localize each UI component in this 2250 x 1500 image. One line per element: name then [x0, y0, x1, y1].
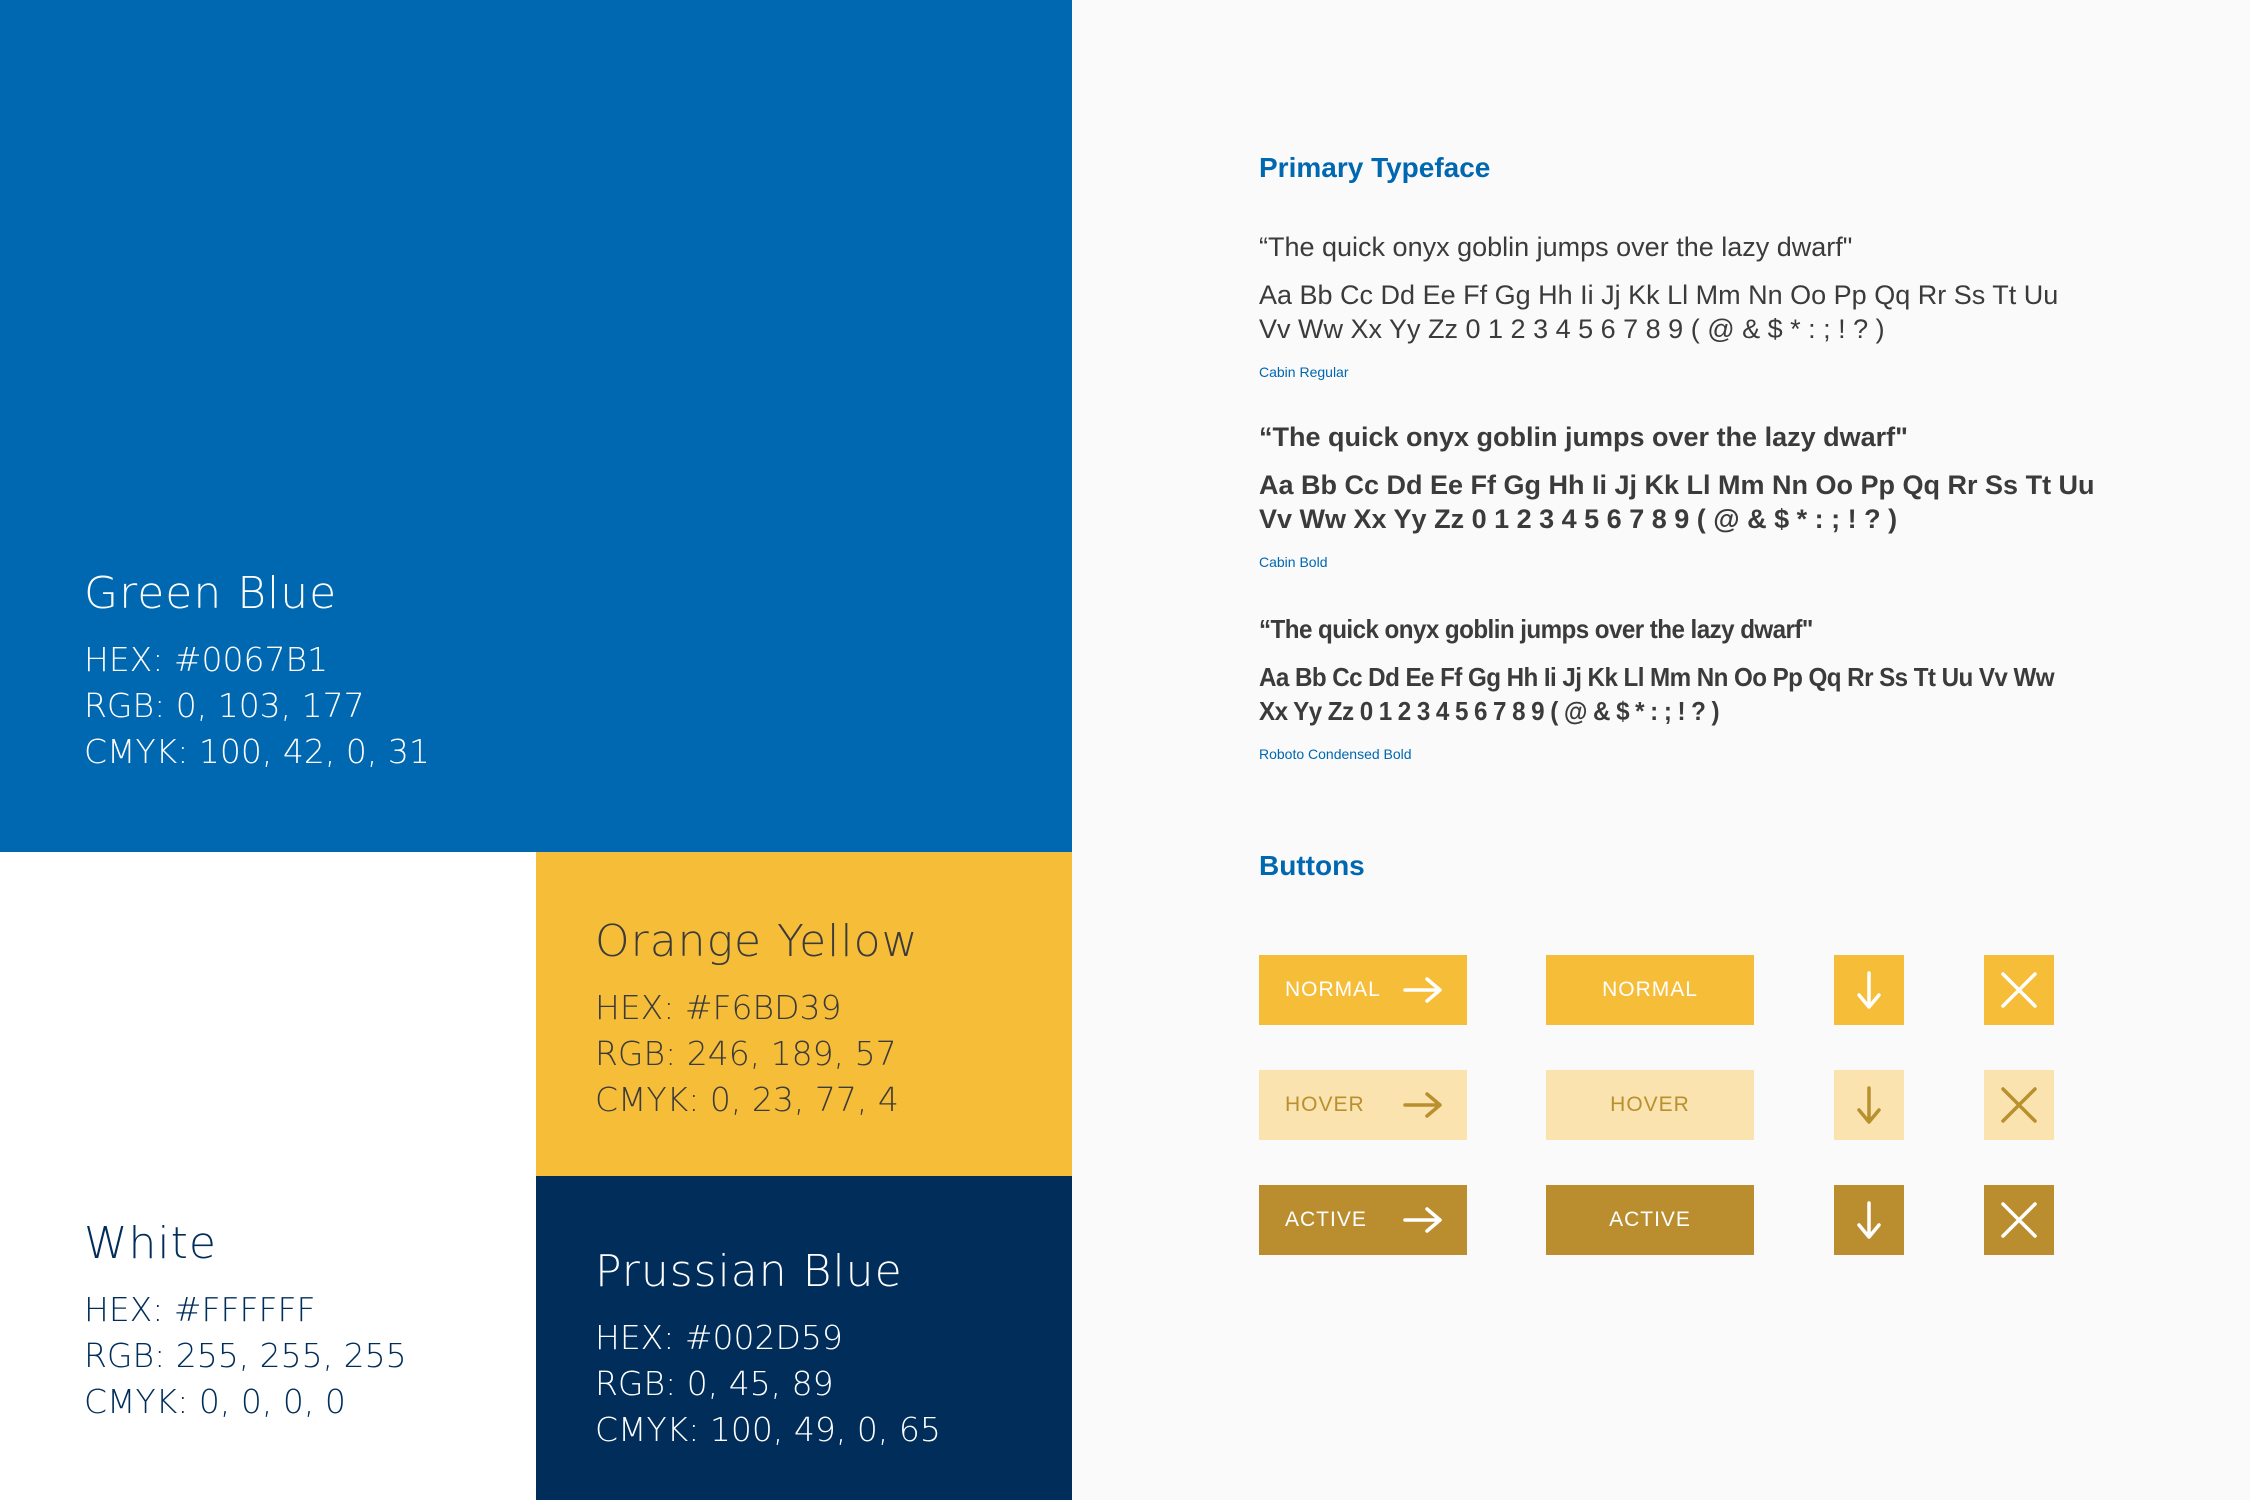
swatch-cmyk: CMYK: 0, 0, 0, 0 — [84, 1382, 346, 1421]
active-arrow-button[interactable] — [1259, 1185, 1467, 1255]
close-icon — [2000, 1086, 2038, 1124]
arrow-right-icon — [1403, 1092, 1443, 1118]
active-close-button[interactable] — [1984, 1185, 2054, 1255]
close-icon — [2000, 1201, 2038, 1239]
arrow-down-icon — [1856, 970, 1882, 1010]
arrow-down-icon — [1856, 1200, 1882, 1240]
button-label: NORMAL — [1285, 978, 1381, 1001]
swatch-rgb: RGB: 255, 255, 255 — [84, 1336, 407, 1375]
button-label: ACTIVE — [1609, 1208, 1691, 1231]
swatch-cmyk: CMYK: 100, 42, 0, 31 — [84, 732, 430, 771]
active-button[interactable] — [1546, 1185, 1754, 1255]
swatch-prussian-blue — [536, 1176, 1072, 1500]
hover-button[interactable] — [1546, 1070, 1754, 1140]
specimen-quote: “The quick onyx goblin jumps over the lazy dwarf" — [1259, 422, 1908, 452]
hover-arrow-button[interactable] — [1259, 1070, 1467, 1140]
hover-close-button[interactable] — [1984, 1070, 2054, 1140]
button-label: HOVER — [1610, 1093, 1690, 1116]
typeface-heading: Primary Typeface — [1259, 152, 1491, 183]
normal-close-button[interactable] — [1984, 955, 2054, 1025]
active-down-button[interactable] — [1834, 1185, 1904, 1255]
swatch-name: Green Blue — [84, 568, 338, 619]
close-icon — [2000, 971, 2038, 1009]
swatch-rgb: RGB: 0, 45, 89 — [595, 1364, 834, 1403]
button-label: ACTIVE — [1285, 1208, 1367, 1231]
specimen-caption: Roboto Condensed Bold — [1259, 746, 1412, 762]
swatch-hex: HEX: #F6BD39 — [595, 988, 842, 1027]
swatch-hex: HEX: #002D59 — [595, 1318, 843, 1357]
specimen-caption: Cabin Regular — [1259, 364, 1349, 380]
specimen-alphabet-line-1: Aa Bb Cc Dd Ee Ff Gg Hh Ii Jj Kk Ll Mm Nn Oo Pp Qq Rr Ss Tt Uu Vv Ww — [1259, 662, 2054, 692]
specimen-alphabet-line-2: Vv Ww Xx Yy Zz 0 1 2 3 4 5 6 7 8 9 ( @ & $ * : ; ! ? ) — [1259, 504, 1898, 534]
specimen-alphabet-line-1: Aa Bb Cc Dd Ee Ff Gg Hh Ii Jj Kk Ll Mm Nn Oo Pp Qq Rr Ss Tt Uu — [1259, 280, 2059, 310]
swatch-rgb: RGB: 246, 189, 57 — [595, 1034, 897, 1073]
specimen-caption: Cabin Bold — [1259, 554, 1328, 570]
swatch-white — [0, 852, 536, 1500]
normal-down-button[interactable] — [1834, 955, 1904, 1025]
arrow-right-icon — [1403, 977, 1443, 1003]
swatch-cmyk: CMYK: 0, 23, 77, 4 — [595, 1080, 899, 1119]
swatch-hex: HEX: #0067B1 — [84, 640, 329, 679]
specimen-alphabet-line-1: Aa Bb Cc Dd Ee Ff Gg Hh Ii Jj Kk Ll Mm Nn Oo Pp Qq Rr Ss Tt Uu — [1259, 470, 2095, 500]
button-label: NORMAL — [1602, 978, 1698, 1001]
swatch-name: White — [84, 1218, 217, 1269]
swatch-name: Orange Yellow — [595, 916, 919, 967]
specimen-quote: “The quick onyx goblin jumps over the lazy dwarf" — [1259, 232, 1853, 262]
arrow-down-icon — [1856, 1085, 1882, 1125]
swatch-cmyk: CMYK: 100, 49, 0, 65 — [595, 1410, 941, 1449]
buttons-heading: Buttons — [1259, 850, 1365, 881]
hover-down-button[interactable] — [1834, 1070, 1904, 1140]
normal-button[interactable] — [1546, 955, 1754, 1025]
swatch-rgb: RGB: 0, 103, 177 — [84, 686, 365, 725]
swatch-name: Prussian Blue — [595, 1246, 903, 1297]
button-label: HOVER — [1285, 1093, 1365, 1116]
specimen-alphabet-line-2: Xx Yy Zz 0 1 2 3 4 5 6 7 8 9 ( @ & $ * : ; ! ? ) — [1259, 696, 1720, 726]
swatch-hex: HEX: #FFFFFF — [84, 1290, 316, 1329]
swatch-orange-yellow — [536, 852, 1072, 1176]
specimen-alphabet-line-2: Vv Ww Xx Yy Zz 0 1 2 3 4 5 6 7 8 9 ( @ & $ * : ; ! ? ) — [1259, 314, 1885, 344]
normal-arrow-button[interactable] — [1259, 955, 1467, 1025]
arrow-right-icon — [1403, 1207, 1443, 1233]
swatch-green-blue — [0, 0, 1072, 852]
specimen-quote: “The quick onyx goblin jumps over the lazy dwarf" — [1259, 614, 1813, 644]
